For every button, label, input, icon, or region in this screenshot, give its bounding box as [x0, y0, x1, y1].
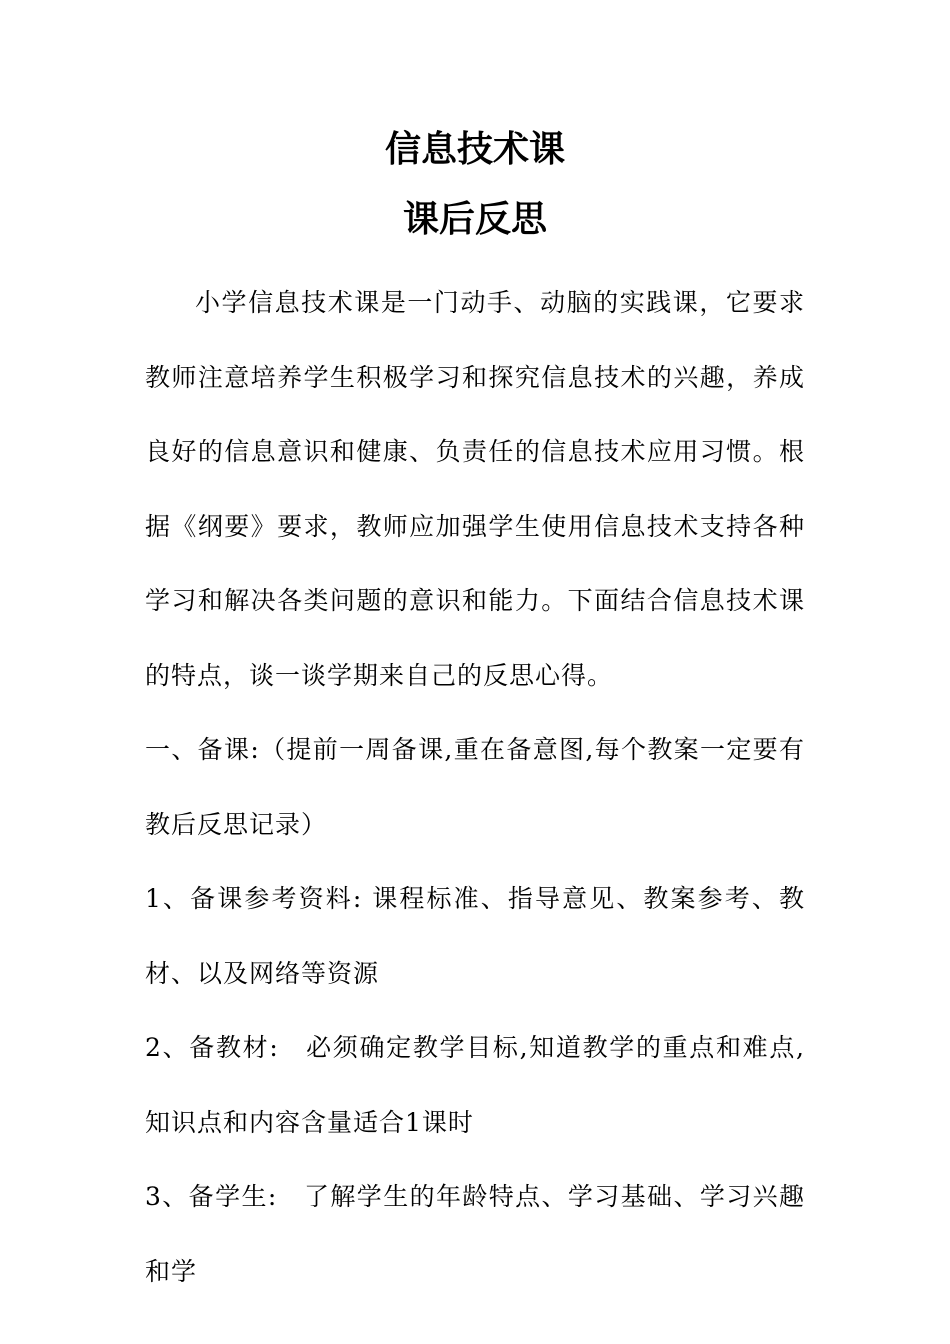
- document-subtitle: 课后反思: [402, 199, 547, 240]
- document-body: [145, 266, 805, 1309]
- document-title: 信息技术课: [384, 129, 565, 170]
- list-item-textbook-prep: 2、备教材: 必须确定教学目标,知道教学的重点和难点,知识点和内容含量适合1课时: [145, 1033, 805, 1137]
- list-item-student-prep: 3、备学生: 了解学生的年龄特点、学习基础、学习兴趣和学: [145, 1182, 805, 1286]
- list-item-reference-materials: 1、备课参考资料: 课程标准、指导意见、教案参考、教材、以及网络等资源: [145, 884, 805, 988]
- section-heading-lesson-prep: 一、备课:（提前一周备课,重在备意图,每个教案一定要有教后反思记录）: [145, 735, 805, 839]
- intro-paragraph: 小学信息技术课是一门动手、动脑的实践课，它要求教师注意培养学生积极学习和探究信息技术的兴趣，养成良好的信息意识和健康、负责任的信息技术应用习惯。根据《纲要》要求，教师应加强学生使用信息技术支持各种学习和解决各类问题的意识和能力。下面结合信息技术课的特点，谈一谈学期来自己的反思心得。: [145, 288, 805, 690]
